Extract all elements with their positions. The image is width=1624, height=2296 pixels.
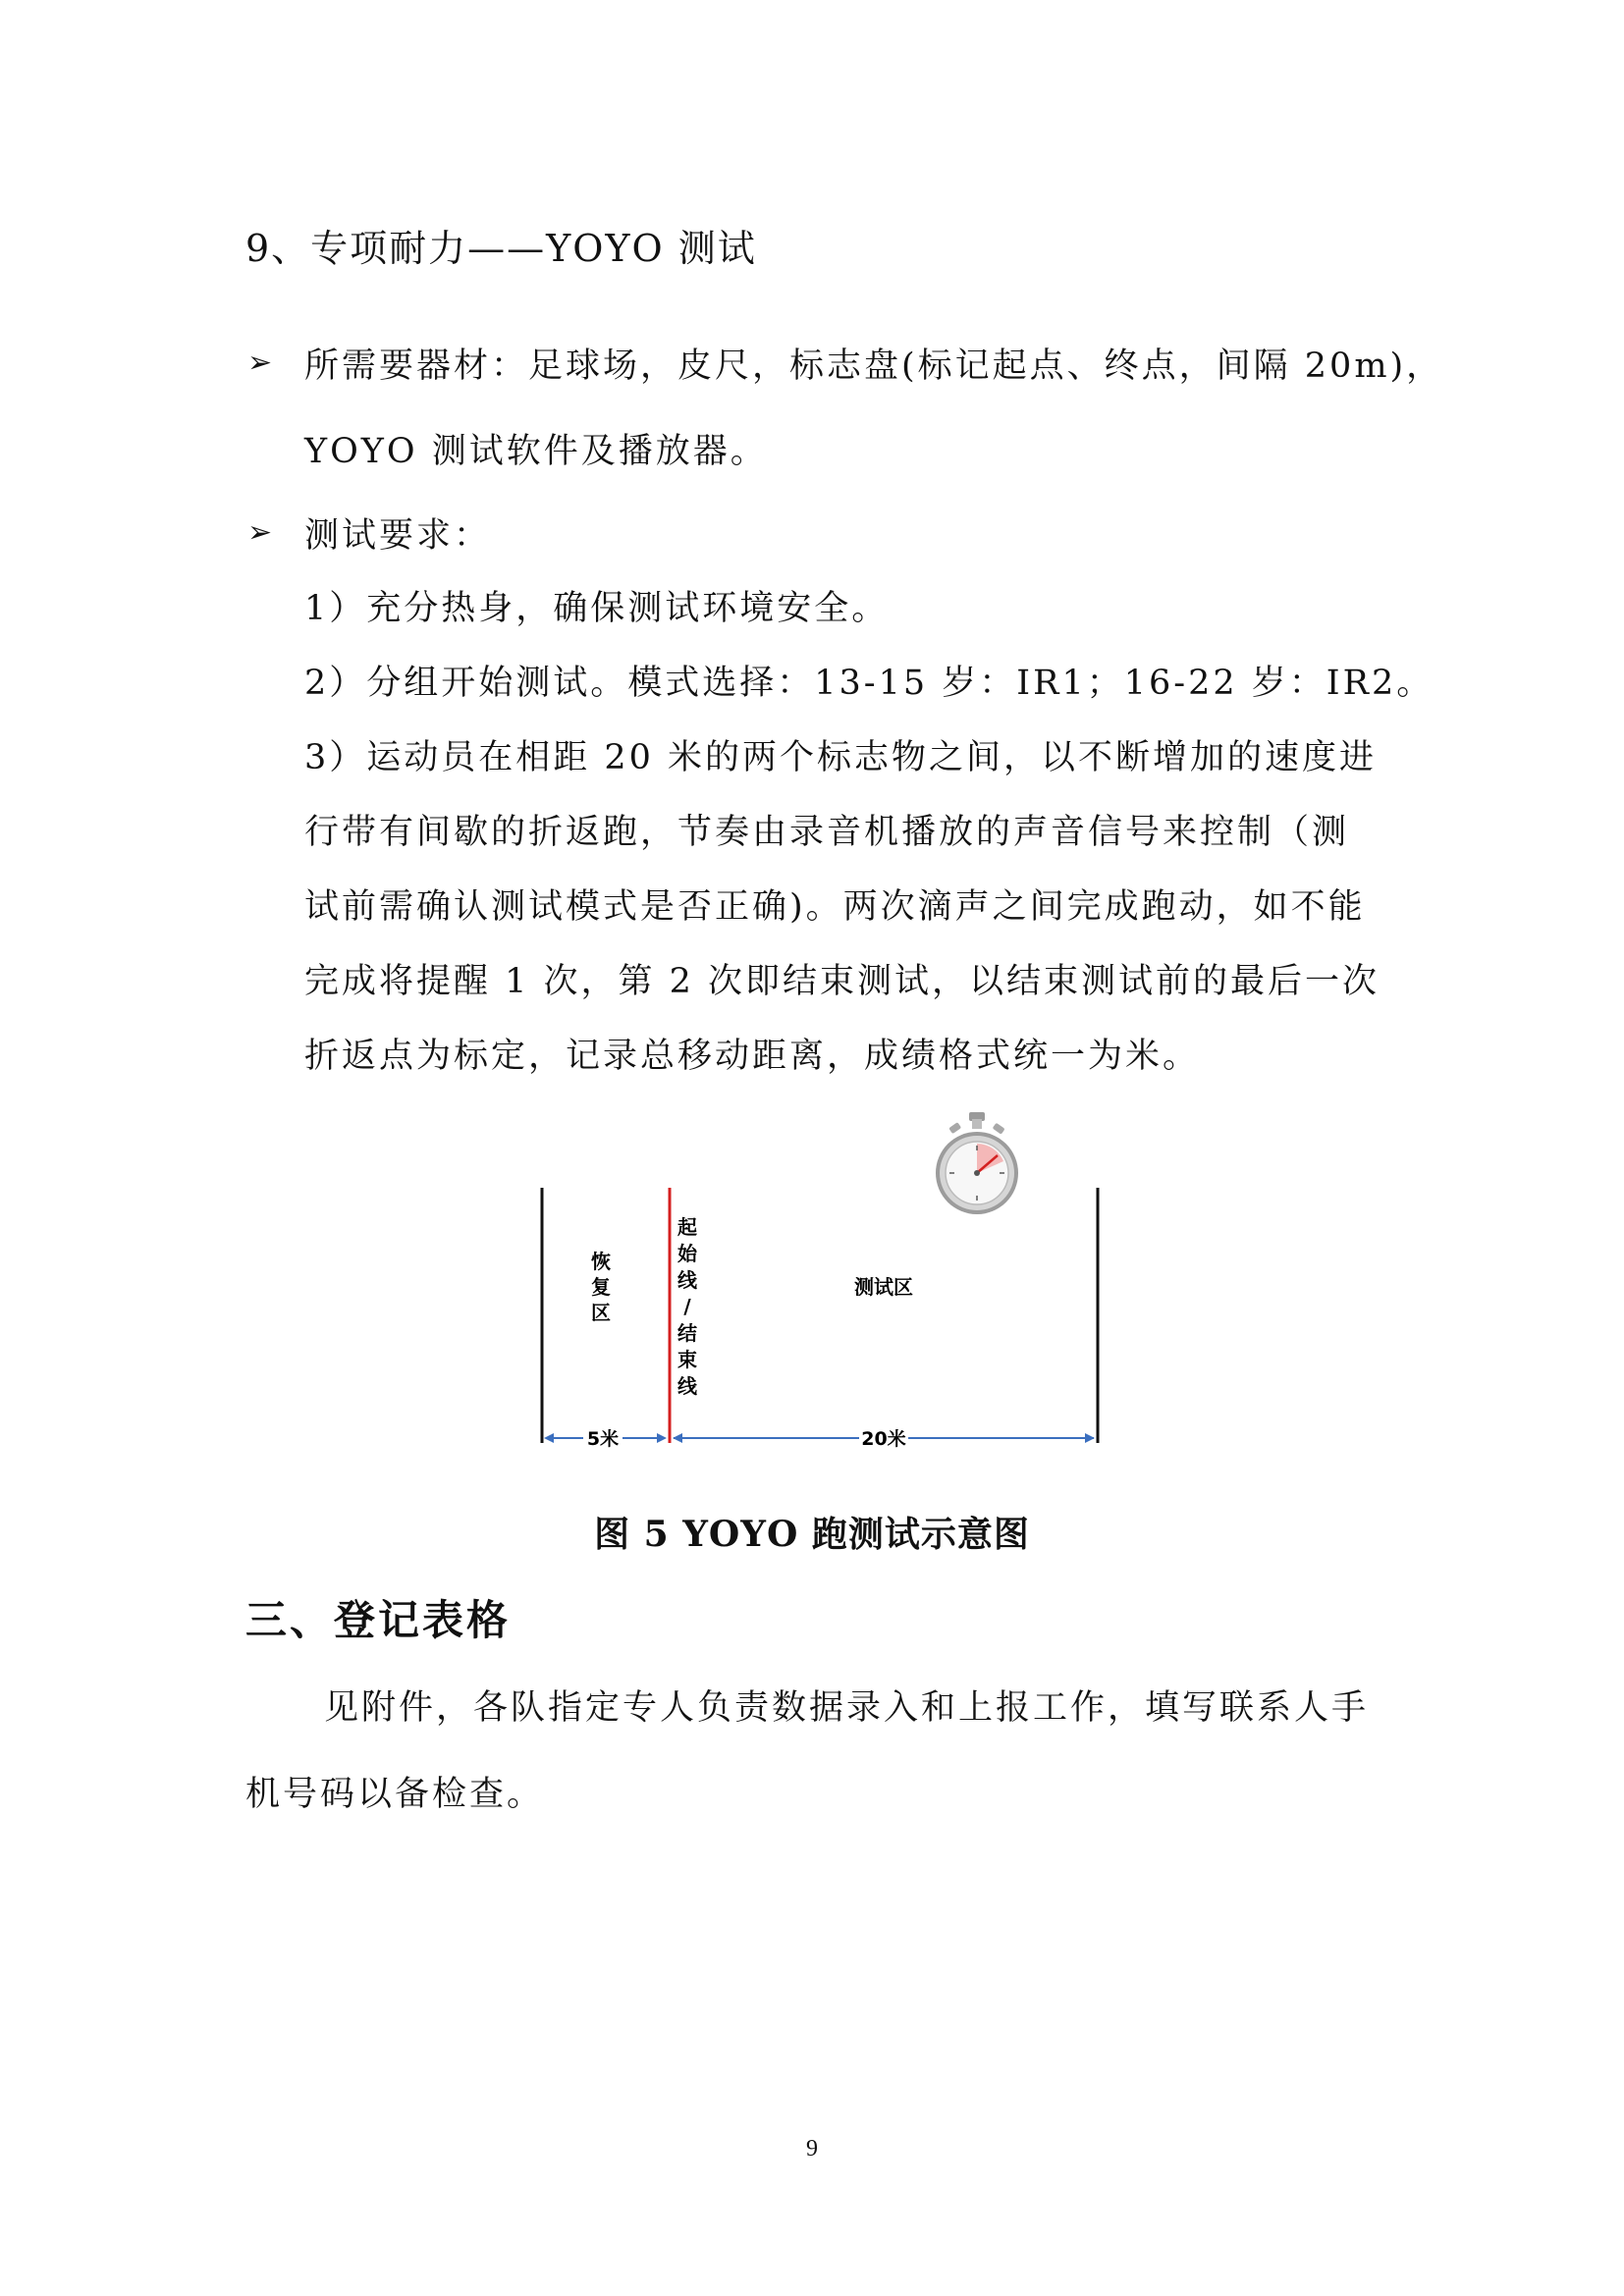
start-line-char: 始	[677, 1242, 697, 1265]
recovery-zone-char: 区	[591, 1301, 611, 1324]
distance-label-5m: 5米	[586, 1428, 620, 1450]
bullet-marker: ➢	[247, 515, 273, 550]
requirements-label: 测试要求：	[304, 516, 492, 556]
equipment-line-2: YOYO 测试软件及播放器。	[304, 432, 768, 471]
page-number: 9	[806, 2136, 818, 2162]
stopwatch-icon	[936, 1112, 1018, 1214]
requirement-item: 试前需确认测试模式是否正确)。两次滴声之间完成跑动，如不能	[304, 887, 1366, 927]
requirement-item: 3）运动员在相距 20 米的两个标志物之间，以不断增加的速度进	[304, 738, 1378, 777]
start-line-char: 结	[677, 1321, 697, 1345]
figure-caption: 图 5 YOYO 跑测试示意图	[594, 1514, 1030, 1555]
start-line-char: 起	[677, 1215, 697, 1239]
recovery-zone-char: 复	[591, 1275, 611, 1299]
requirement-item: 折返点为标定，记录总移动距离，成绩格式统一为米。	[304, 1037, 1201, 1076]
yoyo-diagram	[520, 1104, 1110, 1458]
start-line-char: 线	[677, 1268, 697, 1292]
test-zone-label: 测试区	[854, 1275, 913, 1299]
bullet-marker: ➢	[247, 346, 273, 380]
distance-label-20m: 20米	[861, 1428, 906, 1450]
section-title: 三、登记表格	[245, 1596, 512, 1644]
equipment-line-1: 所需要器材：足球场，皮尺，标志盘(标记起点、终点，间隔 20m)，	[304, 347, 1444, 386]
recovery-zone-char: 恢	[591, 1250, 611, 1273]
section-heading: 9、专项耐力——YOYO 测试	[245, 227, 757, 270]
requirement-item: 1）充分热身，确保测试环境安全。	[304, 589, 890, 628]
start-line-char: 线	[677, 1374, 697, 1398]
paragraph-line: 机号码以备检查。	[245, 1775, 545, 1814]
requirement-item: 行带有间歇的折返跑，节奏由录音机播放的声音信号来控制（测	[304, 813, 1350, 852]
requirement-item: 完成将提醒 1 次，第 2 次即结束测试，以结束测试前的最后一次	[304, 962, 1380, 1001]
start-line-char: /	[683, 1295, 691, 1318]
requirement-item: 2）分组开始测试。模式选择：13-15 岁：IR1；16-22 岁：IR2。	[304, 664, 1435, 703]
paragraph-line: 见附件，各队指定专人负责数据录入和上报工作，填写联系人手	[324, 1688, 1370, 1728]
start-line-char: 束	[677, 1348, 697, 1371]
